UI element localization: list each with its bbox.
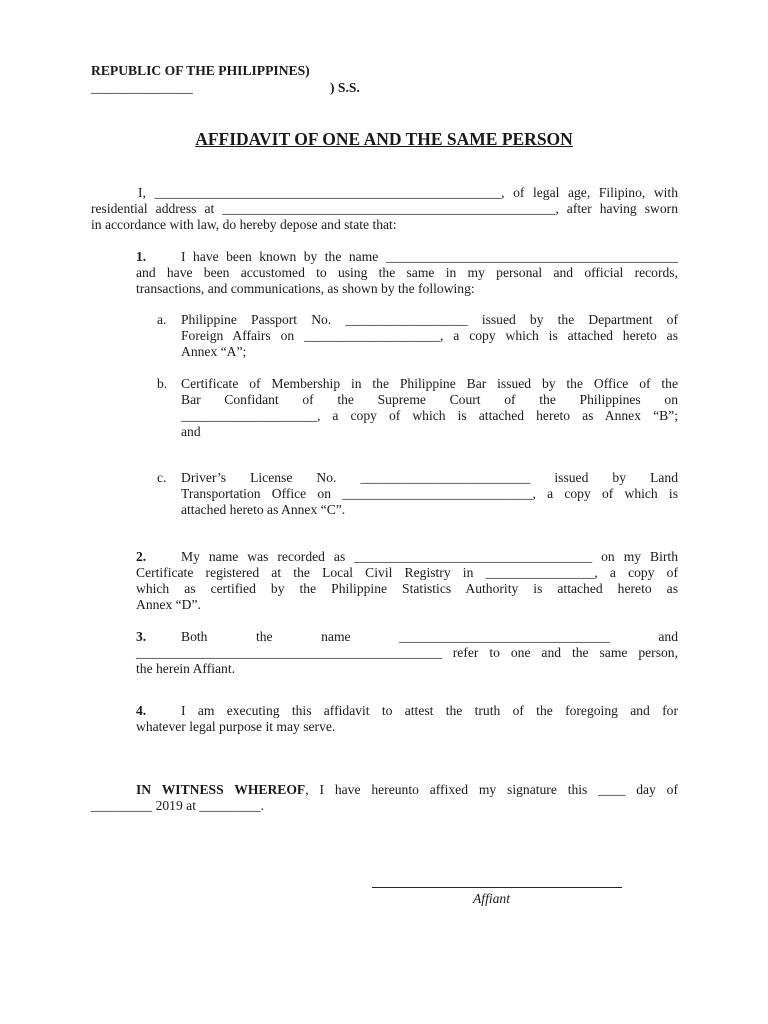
witness-heading: IN WITNESS WHEREOF: [136, 782, 306, 797]
p4-number: 4.: [136, 703, 147, 718]
item-c-line-1: Driver’s License No. _________________________ issued by Land: [181, 470, 678, 485]
item-a-line-1: Philippine Passport No. __________________ issued by the Department of: [181, 312, 678, 327]
p4-line-1: I am executing this affidavit to attest the truth of the foregoing and for: [181, 703, 678, 718]
item-a-line-2: Foreign Affairs on ____________________, a copy which is attached hereto as: [181, 328, 678, 343]
item-b-marker: b.: [157, 376, 168, 391]
item-b-line-1: Certificate of Membership in the Philippine Bar issued by the Office of the: [181, 376, 678, 391]
intro-line-3: in accordance with law, do hereby depose and state that:: [91, 217, 397, 232]
item-a-marker: a.: [157, 312, 167, 327]
p2-number: 2.: [136, 549, 147, 564]
ss-label: ) S.S.: [330, 80, 360, 95]
witness-line-2: _________ 2019 at _________.: [91, 798, 264, 813]
ss-blank: _______________: [91, 80, 193, 95]
republic-heading: REPUBLIC OF THE PHILIPPINES): [91, 63, 310, 78]
witness-line-1: [91, 782, 678, 798]
page-title: AFFIDAVIT OF ONE AND THE SAME PERSON: [195, 129, 573, 149]
affiant-label: Affiant: [473, 891, 511, 906]
item-b-line-4: and: [181, 424, 201, 439]
p2-line-3: which as certified by the Philippine Statistics Authority is attached hereto as: [136, 581, 678, 596]
intro-line-2: residential address at _________________________________________________, after having sworn: [91, 201, 678, 216]
p3-number: 3.: [136, 629, 147, 644]
intro-line-1: I, ___________________________________________________, of legal age, Filipino, with: [138, 185, 678, 200]
item-b-line-3: ____________________, a copy of which is attached hereto as Annex “B”;: [181, 408, 678, 423]
p3-line-2: _____________________________________________ refer to one and the same person,: [136, 645, 678, 660]
p1-line-3: transactions, and communications, as shown by the following:: [136, 281, 475, 296]
item-c-line-3: attached hereto as Annex “C”.: [181, 502, 346, 517]
item-c-line-2: Transportation Office on ____________________________, a copy of which is: [181, 486, 678, 501]
witness-text: , I have hereunto affixed my signature this ____ day of: [305, 782, 678, 797]
p2-line-4: Annex “D”.: [136, 597, 201, 612]
p2-line-1: My name was recorded as ___________________________________ on my Birth: [181, 549, 678, 564]
p1-line-1: I have been known by the name ___________________________________________: [181, 249, 678, 264]
item-b-line-2: Bar Confidant of the Supreme Court of the Philippines on: [181, 392, 678, 407]
p3-line-3: the herein Affiant.: [136, 661, 236, 676]
p1-line-2: and have been accustomed to using the same in my personal and official records,: [136, 265, 678, 280]
item-a-line-3: Annex “A”;: [181, 344, 247, 359]
signature-line: [372, 887, 622, 888]
p1-number: 1.: [136, 249, 147, 264]
p2-line-2: Certificate registered at the Local Civil Registry in ________________, a copy of: [136, 565, 678, 580]
item-c-marker: c.: [157, 470, 167, 485]
p3-line-1: Both the name _______________________________ and: [181, 629, 678, 644]
p4-line-2: whatever legal purpose it may serve.: [136, 719, 336, 734]
